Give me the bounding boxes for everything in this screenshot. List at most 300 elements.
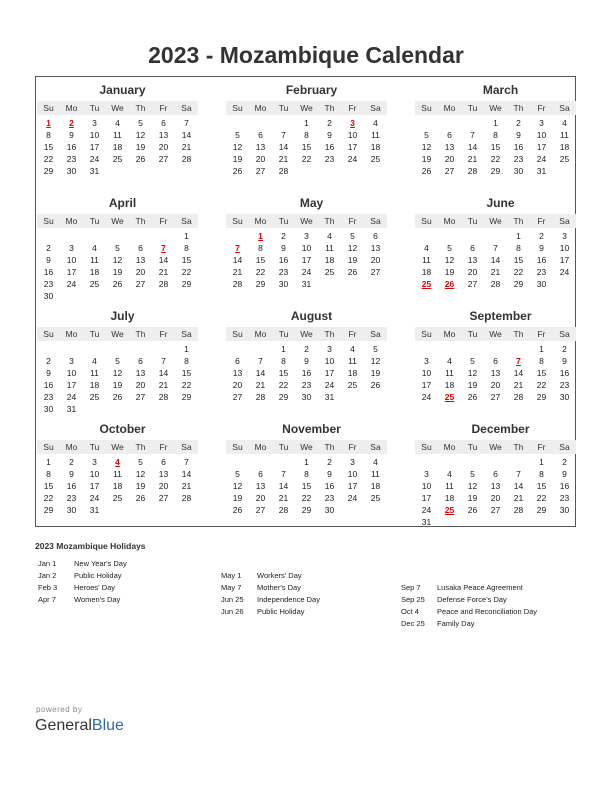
holiday-name: Public Holiday	[74, 571, 122, 580]
day-cell: 6	[161, 457, 166, 467]
day-cell: 6	[258, 130, 263, 140]
weekday-label: Su	[421, 103, 432, 113]
weekday-label: Fr	[348, 216, 357, 226]
day-cell: 27	[490, 505, 501, 515]
month-name: November	[282, 422, 341, 436]
day-cell: 2	[281, 231, 286, 241]
day-cell: 14	[513, 368, 524, 378]
day-cell: 17	[347, 142, 358, 152]
day-cell: 9	[46, 255, 51, 265]
weekday-label: Tu	[89, 103, 100, 113]
day-cell: 6	[161, 118, 166, 128]
day-cell: 16	[43, 267, 54, 277]
day-cell: 23	[278, 267, 289, 277]
day-cell: 23	[559, 493, 570, 503]
day-cell: 4	[562, 118, 567, 128]
day-cell: 16	[324, 142, 335, 152]
day-cell: 20	[135, 380, 146, 390]
day-cell: 10	[536, 130, 547, 140]
day-cell: 23	[66, 154, 77, 164]
day-cell: 20	[158, 481, 169, 491]
day-cell: 22	[181, 380, 192, 390]
weekday-label: Mo	[254, 442, 267, 452]
day-cell: 29	[43, 166, 54, 176]
day-cell: 9	[327, 130, 332, 140]
day-cell: 6	[493, 356, 498, 366]
day-cell: 21	[181, 481, 192, 491]
day-cell: 9	[562, 356, 567, 366]
day-cell: 17	[89, 142, 100, 152]
day-cell: 14	[181, 469, 192, 479]
day-cell: 22	[490, 154, 501, 164]
day-cell: 6	[373, 231, 378, 241]
day-cell: 20	[370, 255, 381, 265]
weekday-label: Fr	[537, 329, 546, 339]
weekday-label: Th	[324, 103, 335, 113]
day-cell: 29	[181, 392, 192, 402]
weekday-label: Fr	[348, 103, 357, 113]
day-cell: 19	[232, 493, 243, 503]
day-cell: 29	[536, 392, 547, 402]
day-cell: 16	[278, 255, 289, 265]
day-cell: 29	[181, 279, 192, 289]
day-cell: 11	[90, 255, 99, 265]
month-name: February	[285, 83, 338, 97]
day-cell: 22	[278, 380, 289, 390]
day-cell: 20	[490, 493, 501, 503]
holiday-day-cell: 25	[444, 505, 455, 515]
day-cell: 7	[470, 130, 475, 140]
day-cell: 21	[232, 267, 243, 277]
weekday-label: Th	[324, 442, 335, 452]
day-cell: 17	[324, 368, 335, 378]
day-cell: 8	[46, 130, 51, 140]
day-cell: 31	[536, 166, 547, 176]
day-cell: 28	[255, 392, 266, 402]
day-cell: 11	[445, 368, 454, 378]
brand-general: General	[35, 717, 92, 734]
day-cell: 15	[536, 481, 547, 491]
holiday-name: Workers' Day	[257, 571, 302, 580]
day-cell: 13	[135, 255, 146, 265]
weekday-label: Tu	[89, 216, 100, 226]
day-cell: 24	[89, 154, 100, 164]
day-cell: 1	[539, 344, 544, 354]
day-cell: 9	[69, 130, 74, 140]
day-cell: 23	[513, 154, 524, 164]
day-cell: 16	[324, 481, 335, 491]
day-cell: 15	[43, 142, 54, 152]
month-name: October	[99, 422, 146, 436]
day-cell: 14	[181, 130, 192, 140]
weekday-label: Fr	[348, 442, 357, 452]
weekday-label: Th	[135, 216, 146, 226]
holiday-day-cell: 3	[350, 118, 355, 128]
holiday-date: Jan 1	[38, 559, 57, 568]
day-cell: 31	[301, 279, 312, 289]
day-cell: 13	[467, 255, 478, 265]
day-cell: 3	[539, 118, 544, 128]
day-cell: 26	[112, 392, 123, 402]
day-cell: 4	[115, 118, 120, 128]
holiday-name: New Year's Day	[74, 559, 127, 568]
day-cell: 31	[89, 166, 100, 176]
day-cell: 27	[135, 392, 146, 402]
weekday-label: Tu	[467, 216, 478, 226]
day-cell: 11	[371, 130, 380, 140]
day-cell: 30	[278, 279, 289, 289]
day-cell: 9	[304, 356, 309, 366]
holiday-date: Sep 7	[401, 583, 421, 592]
day-cell: 5	[235, 469, 240, 479]
day-cell: 14	[158, 255, 169, 265]
day-cell: 8	[304, 469, 309, 479]
day-cell: 22	[181, 267, 192, 277]
day-cell: 29	[43, 505, 54, 515]
day-cell: 15	[278, 368, 289, 378]
weekday-label: Sa	[559, 103, 570, 113]
weekday-label: Sa	[181, 216, 192, 226]
day-cell: 2	[304, 344, 309, 354]
day-cell: 8	[304, 130, 309, 140]
day-cell: 3	[304, 231, 309, 241]
day-cell: 10	[347, 130, 358, 140]
weekday-label: We	[300, 329, 313, 339]
weekday-label: Su	[232, 103, 243, 113]
day-cell: 18	[444, 493, 455, 503]
day-cell: 1	[539, 457, 544, 467]
day-cell: 22	[43, 493, 54, 503]
day-cell: 29	[513, 279, 524, 289]
weekday-label: Su	[232, 216, 243, 226]
day-cell: 13	[255, 481, 266, 491]
day-cell: 29	[278, 392, 289, 402]
weekday-label: Mo	[443, 216, 456, 226]
day-cell: 30	[324, 505, 335, 515]
day-cell: 21	[278, 493, 289, 503]
weekday-label: Th	[324, 216, 335, 226]
weekday-label: Sa	[370, 442, 381, 452]
day-cell: 5	[115, 243, 120, 253]
day-cell: 19	[347, 255, 358, 265]
weekday-label: Tu	[278, 216, 289, 226]
day-cell: 27	[158, 154, 169, 164]
weekday-label: We	[300, 442, 313, 452]
day-cell: 11	[113, 130, 122, 140]
day-cell: 16	[66, 481, 77, 491]
day-cell: 13	[370, 243, 381, 253]
day-cell: 1	[184, 231, 189, 241]
day-cell: 7	[258, 356, 263, 366]
weekday-label: Sa	[181, 329, 192, 339]
day-cell: 7	[281, 130, 286, 140]
day-cell: 20	[255, 154, 266, 164]
day-cell: 23	[324, 493, 335, 503]
day-cell: 25	[112, 493, 123, 503]
day-cell: 10	[89, 130, 100, 140]
day-cell: 5	[447, 243, 452, 253]
day-cell: 13	[135, 368, 146, 378]
day-cell: 12	[421, 142, 432, 152]
day-cell: 6	[470, 243, 475, 253]
day-cell: 8	[258, 243, 263, 253]
day-cell: 6	[493, 469, 498, 479]
weekday-label: Fr	[159, 329, 168, 339]
day-cell: 22	[536, 493, 547, 503]
day-cell: 6	[138, 243, 143, 253]
day-cell: 25	[370, 154, 381, 164]
day-cell: 11	[325, 243, 334, 253]
day-cell: 7	[161, 356, 166, 366]
day-cell: 5	[470, 356, 475, 366]
day-cell: 31	[324, 392, 335, 402]
day-cell: 20	[232, 380, 243, 390]
weekday-label: Su	[43, 103, 54, 113]
holiday-day-cell: 7	[161, 243, 166, 253]
day-cell: 17	[347, 481, 358, 491]
weekday-label: Mo	[65, 216, 78, 226]
holiday-name: Public Holiday	[257, 607, 305, 616]
day-cell: 16	[536, 255, 547, 265]
holiday-day-cell: 7	[235, 243, 240, 253]
generalblue-logo[interactable]	[35, 717, 124, 735]
day-cell: 13	[490, 368, 501, 378]
day-cell: 24	[301, 267, 312, 277]
day-cell: 21	[255, 380, 266, 390]
day-cell: 9	[516, 130, 521, 140]
day-cell: 16	[559, 481, 570, 491]
day-cell: 27	[490, 392, 501, 402]
day-cell: 24	[421, 505, 432, 515]
weekday-label: Sa	[559, 442, 570, 452]
day-cell: 23	[66, 493, 77, 503]
day-cell: 27	[255, 166, 266, 176]
day-cell: 21	[181, 142, 192, 152]
day-cell: 13	[158, 130, 169, 140]
weekday-label: Th	[513, 329, 524, 339]
day-cell: 14	[278, 142, 289, 152]
day-cell: 16	[43, 380, 54, 390]
holiday-day-cell: 26	[444, 279, 455, 289]
holiday-date: Feb 3	[38, 583, 58, 592]
weekday-label: Su	[43, 216, 54, 226]
day-cell: 11	[422, 255, 431, 265]
weekday-label: Tu	[467, 442, 478, 452]
day-cell: 21	[490, 267, 501, 277]
day-cell: 29	[490, 166, 501, 176]
day-cell: 23	[536, 267, 547, 277]
day-cell: 1	[281, 344, 286, 354]
day-cell: 20	[135, 267, 146, 277]
weekday-label: Fr	[159, 442, 168, 452]
day-cell: 12	[232, 142, 243, 152]
day-cell: 15	[301, 481, 312, 491]
weekday-label: We	[300, 216, 313, 226]
day-cell: 20	[255, 493, 266, 503]
day-cell: 11	[445, 481, 454, 491]
day-cell: 27	[135, 279, 146, 289]
weekday-label: Fr	[159, 103, 168, 113]
day-cell: 18	[89, 380, 100, 390]
day-cell: 30	[559, 505, 570, 515]
day-cell: 12	[112, 368, 123, 378]
day-cell: 10	[421, 481, 432, 491]
day-cell: 28	[490, 279, 501, 289]
weekday-label: Tu	[467, 103, 478, 113]
day-cell: 25	[112, 154, 123, 164]
weekday-label: We	[489, 442, 502, 452]
weekday-label: Th	[135, 103, 146, 113]
day-cell: 28	[467, 166, 478, 176]
day-cell: 21	[278, 154, 289, 164]
day-cell: 16	[301, 368, 312, 378]
weekday-label: Sa	[370, 329, 381, 339]
day-cell: 26	[467, 392, 478, 402]
day-cell: 31	[421, 517, 432, 527]
weekday-label: Su	[43, 329, 54, 339]
day-cell: 26	[467, 505, 478, 515]
weekday-label: Su	[43, 442, 54, 452]
day-cell: 25	[89, 392, 100, 402]
weekday-label: Th	[135, 442, 146, 452]
day-cell: 4	[350, 344, 355, 354]
day-cell: 24	[66, 279, 77, 289]
day-cell: 7	[493, 243, 498, 253]
day-cell: 26	[135, 154, 146, 164]
day-cell: 15	[255, 255, 266, 265]
day-cell: 3	[562, 231, 567, 241]
day-cell: 9	[327, 469, 332, 479]
holiday-date: Jan 2	[38, 571, 57, 580]
weekday-label: Mo	[65, 329, 78, 339]
day-cell: 7	[281, 469, 286, 479]
day-cell: 9	[562, 469, 567, 479]
day-cell: 24	[536, 154, 547, 164]
day-cell: 19	[444, 267, 455, 277]
day-cell: 19	[135, 481, 146, 491]
day-cell: 23	[559, 380, 570, 390]
day-cell: 28	[278, 505, 289, 515]
day-cell: 14	[490, 255, 501, 265]
weekday-label: Su	[232, 329, 243, 339]
day-cell: 15	[301, 142, 312, 152]
day-cell: 10	[347, 469, 358, 479]
day-cell: 4	[327, 231, 332, 241]
day-cell: 21	[467, 154, 478, 164]
day-cell: 29	[255, 279, 266, 289]
day-cell: 11	[113, 469, 122, 479]
weekday-label: Mo	[254, 103, 267, 113]
month-name: January	[99, 83, 146, 97]
holiday-date: Jun 25	[221, 595, 244, 604]
weekday-label: Tu	[89, 442, 100, 452]
day-cell: 19	[232, 154, 243, 164]
day-cell: 2	[327, 118, 332, 128]
weekday-label: Fr	[537, 216, 546, 226]
day-cell: 3	[69, 243, 74, 253]
day-cell: 18	[421, 267, 432, 277]
month-name: September	[469, 309, 532, 323]
weekday-label: Su	[232, 442, 243, 452]
day-cell: 30	[43, 291, 54, 301]
holiday-day-cell: 25	[421, 279, 432, 289]
day-cell: 4	[92, 243, 97, 253]
day-cell: 14	[513, 481, 524, 491]
day-cell: 16	[66, 142, 77, 152]
day-cell: 12	[135, 130, 146, 140]
day-cell: 4	[92, 356, 97, 366]
day-cell: 4	[424, 243, 429, 253]
day-cell: 11	[560, 130, 569, 140]
day-cell: 24	[347, 493, 358, 503]
day-cell: 12	[112, 255, 123, 265]
weekday-label: Th	[135, 329, 146, 339]
day-cell: 18	[559, 142, 570, 152]
day-cell: 23	[43, 279, 54, 289]
month-name: May	[299, 196, 324, 210]
day-cell: 10	[559, 243, 570, 253]
day-cell: 1	[304, 118, 309, 128]
day-cell: 22	[301, 493, 312, 503]
weekday-label: Sa	[370, 216, 381, 226]
day-cell: 17	[536, 142, 547, 152]
day-cell: 10	[66, 368, 77, 378]
weekday-label: Th	[513, 103, 524, 113]
day-cell: 1	[184, 344, 189, 354]
month-name: March	[482, 83, 519, 97]
day-cell: 14	[255, 368, 266, 378]
day-cell: 14	[278, 481, 289, 491]
day-cell: 12	[370, 356, 381, 366]
day-cell: 17	[559, 255, 570, 265]
day-cell: 8	[516, 243, 521, 253]
day-cell: 4	[373, 118, 378, 128]
day-cell: 23	[301, 380, 312, 390]
weekday-label: Sa	[559, 216, 570, 226]
day-cell: 21	[158, 380, 169, 390]
holiday-date: Oct 4	[401, 607, 419, 616]
day-cell: 5	[470, 469, 475, 479]
day-cell: 15	[43, 481, 54, 491]
day-cell: 30	[66, 166, 77, 176]
weekday-label: Fr	[159, 216, 168, 226]
day-cell: 25	[370, 493, 381, 503]
page-title: 2023 - Mozambique Calendar	[148, 42, 464, 68]
day-cell: 24	[421, 392, 432, 402]
day-cell: 28	[181, 493, 192, 503]
day-cell: 20	[490, 380, 501, 390]
day-cell: 17	[66, 380, 77, 390]
day-cell: 4	[447, 469, 452, 479]
day-cell: 7	[184, 457, 189, 467]
day-cell: 22	[513, 267, 524, 277]
day-cell: 31	[66, 404, 77, 414]
weekday-label: We	[489, 329, 502, 339]
day-cell: 2	[69, 457, 74, 467]
holiday-name: Defense Force's Day	[437, 595, 507, 604]
day-cell: 7	[516, 469, 521, 479]
day-cell: 27	[467, 279, 478, 289]
weekday-label: Th	[513, 216, 524, 226]
holiday-name: Family Day	[437, 619, 475, 628]
day-cell: 26	[421, 166, 432, 176]
day-cell: 24	[559, 267, 570, 277]
weekday-label: Su	[421, 216, 432, 226]
day-cell: 3	[424, 469, 429, 479]
day-cell: 21	[513, 380, 524, 390]
day-cell: 2	[539, 231, 544, 241]
calendar-frame	[35, 76, 576, 527]
